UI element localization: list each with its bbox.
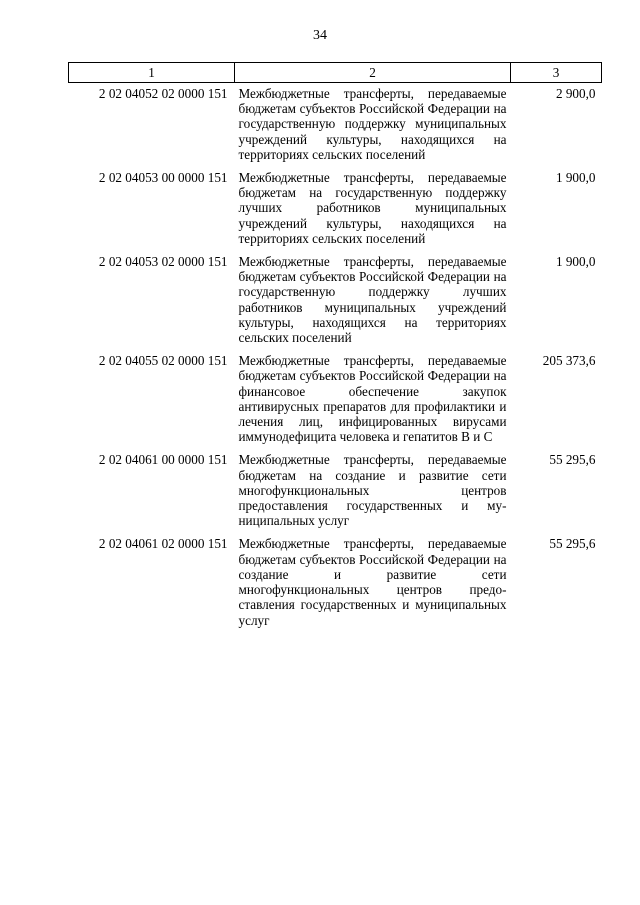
budget-description: Межбюджетные трансферты, передаваемые бюджетам на государственную поддержку лучших работников муниципальных учреждений культуры, находящихся на территориях сельских поселений [238, 170, 507, 246]
budget-code: 2 02 04061 00 0000 151 [98, 452, 228, 468]
budget-description: Межбюджетные трансферты, передаваемые бюджетам субъектов Российской Федерации на финансовое обеспечение закупок антивирусных препаратов для профилактики и лечения лиц, инфицированных вирусами иммунодефицита человека и гепатитов В и С [238, 353, 507, 445]
budget-amount: 55 295,6 [549, 452, 596, 468]
table-row [69, 449, 602, 533]
budget-amount: 2 900,0 [555, 86, 596, 101]
budget-code: 2 02 04055 02 0000 151 [98, 353, 228, 369]
column-header-3: 3 [511, 63, 602, 83]
budget-amount: 55 295,6 [549, 536, 596, 552]
budget-amount: 1 900,0 [555, 254, 596, 270]
table-row [69, 350, 602, 449]
budget-amount: 205 373,6 [542, 353, 596, 369]
budget-description: Межбюджетные трансферты, передаваемые бюджетам субъектов Российской Федерации на государственную поддержку лучших работников муниципальных учреждений культуры, находящихся на территориях сельских поселений [238, 254, 507, 346]
table-header-row [69, 63, 602, 83]
budget-code: 2 02 04053 02 0000 151 [98, 254, 228, 270]
page-number: 34 [313, 28, 327, 43]
budget-code: 2 02 04052 02 0000 151 [98, 86, 228, 101]
budget-code: 2 02 04053 00 0000 151 [98, 170, 228, 186]
column-header-2: 2 [235, 63, 511, 83]
budget-description: Межбюджетные трансферты, передаваемые бюджетам на создание и развитие сети многофункциональных центров предоставления государственных и муниципальных услуг [238, 452, 507, 529]
table-row [69, 83, 602, 168]
table-row [69, 167, 602, 251]
column-header-1: 1 [69, 63, 235, 83]
budget-amount: 1 900,0 [555, 170, 596, 186]
budget-code: 2 02 04061 02 0000 151 [98, 536, 228, 552]
budget-description: Межбюджетные трансферты, передаваемые бюджетам субъектов Российской Федерации на создание и развитие сети многофункциональных центров предоставления государственных и муниципальных услуг [238, 536, 507, 628]
table-row [69, 251, 602, 350]
budget-description: Межбюджетные трансферты, передаваемые бюджетам субъектов Российской Федерации на государственную поддержку муниципальных учреждений культуры, находящихся на территориях сельских поселений [238, 86, 507, 162]
budget-table [68, 62, 602, 633]
table-row [69, 533, 602, 632]
